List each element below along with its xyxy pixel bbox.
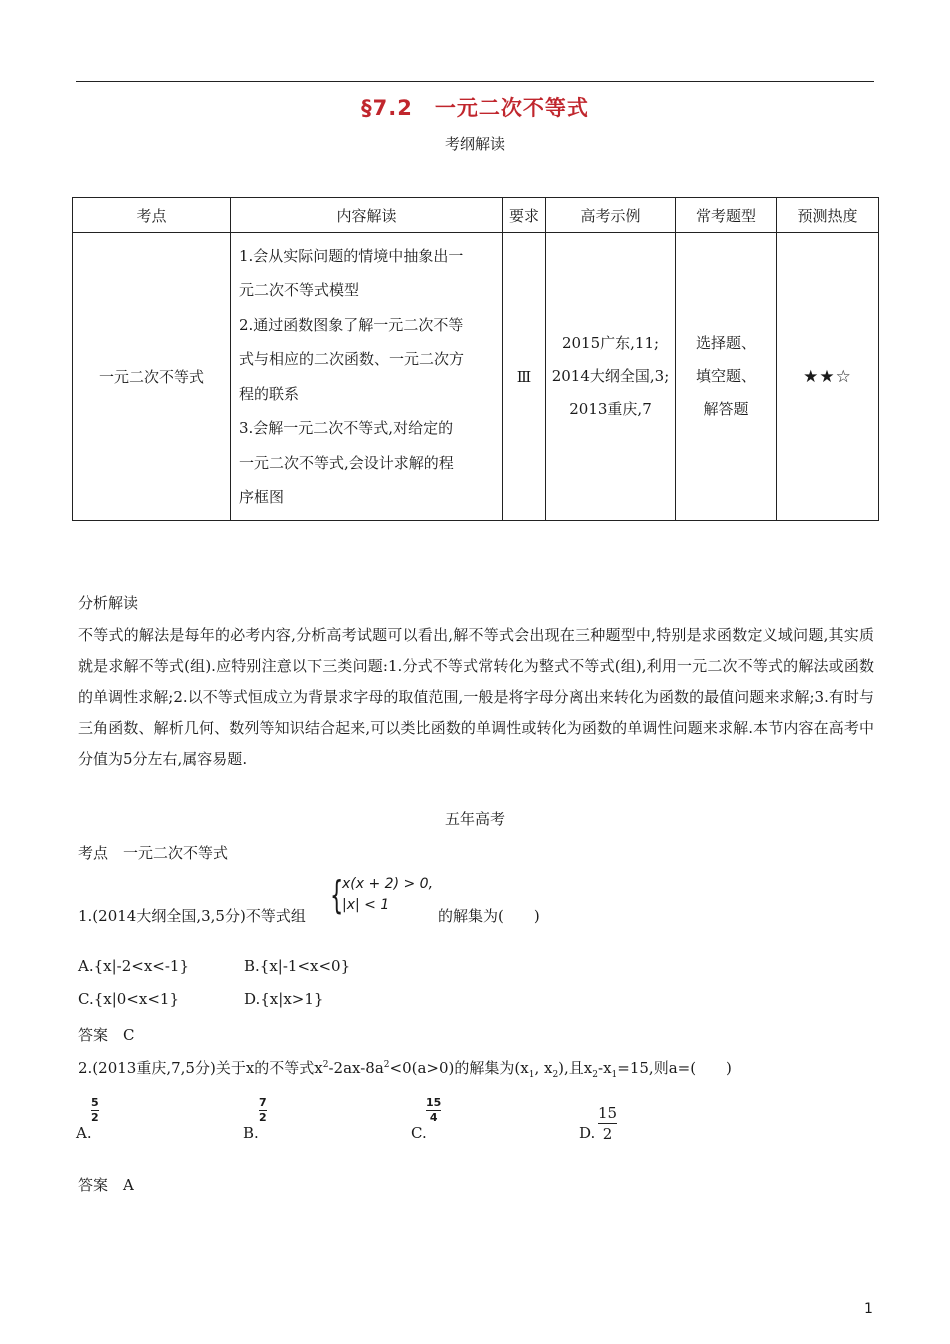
- requirement-cell: Ⅲ: [503, 233, 546, 521]
- content-line: 3.会解一元二次不等式,对给定的: [239, 419, 454, 437]
- content-line: 程的联系: [239, 384, 300, 403]
- example-line: 2013重庆,7: [569, 400, 652, 418]
- five-years-heading: 五年高考: [444, 810, 505, 828]
- content-line: 式与相应的二次函数、一元二次方: [239, 350, 465, 368]
- topic-cell: 一元二次不等式: [73, 233, 231, 521]
- example-line: 2014大纲全国,3;: [551, 367, 670, 385]
- page-number: 1: [864, 1301, 873, 1317]
- section-subtitle: 考纲解读: [444, 135, 505, 153]
- heat-rating-cell: ★★☆: [777, 233, 879, 521]
- examples-cell: [546, 233, 676, 521]
- analysis-body: 不等式的解法是每年的必考内容,分析高考试题可以看出,解不等式会出现在三种题型中,特别是求函数定义域问题,其实质就是求解不等式(组).应特别注意以下三类问题:1.分式不等式常转化为整式不等式(组),利用一元二次不等式的解法或函数的单调性求解;2.以不等式恒成立为背景求字母的取值范围,一般是将字母分离出来转化为函数的最值问题来求解;3.有时与三角函数、解析几何、数列等知识结合起来,可以类比函数的单调性或转化为函数的单调性问题来求解.本节内容在高考中分值为5分左右,属容易题.: [78, 626, 874, 768]
- content-cell: [231, 233, 503, 521]
- section-title: §7.2 一元二次不等式: [361, 96, 589, 120]
- q2-option-b-label: B.: [243, 1124, 259, 1142]
- header-cell: 高考示例: [546, 198, 676, 233]
- content-line: 一元二次不等式,会设计求解的程: [239, 453, 454, 472]
- q1-answer: 答案 C: [78, 1026, 135, 1044]
- table-header-row: [73, 198, 879, 233]
- q2-option-d-label: D.: [579, 1124, 596, 1142]
- outline-table: [72, 197, 879, 521]
- q2-stem: 2.(2013重庆,7,5分)关于x的不等式$x^2-2ax-8a^2<0(a>0)$的解集为($x_1$, $x_2$),且$x_2-x_1=15$,则a=( ): [78, 1059, 732, 1080]
- system-row: x(x + 2) > 0,: [342, 876, 434, 892]
- q2-option-a-fraction: 5 2: [91, 1096, 99, 1124]
- header-cell: 内容解读: [231, 198, 503, 233]
- q1-option-b: B.{x|-1<x<0}: [244, 957, 351, 975]
- question-type-line: 解答题: [703, 400, 749, 418]
- q2-option-a-label: A.: [76, 1124, 92, 1142]
- brace-symbol: {: [330, 873, 344, 917]
- example-line: 2015广东,11;: [561, 334, 660, 352]
- system-row: |x| < 1: [342, 897, 390, 913]
- top-rule: [76, 81, 874, 82]
- content-line: 元二次不等式模型: [239, 281, 360, 299]
- header-cell: 考点: [73, 198, 231, 233]
- header-cell: 常考题型: [676, 198, 777, 233]
- table-row: [73, 233, 879, 521]
- q2-option-c-fraction: 15 4: [426, 1096, 442, 1124]
- q1-inequality-system: [330, 874, 433, 916]
- q2-answer: 答案 A: [78, 1176, 134, 1194]
- analysis-heading: 分析解读: [78, 594, 139, 612]
- content-line: 1.会从实际问题的情境中抽象出一: [239, 246, 464, 265]
- header-cell: 要求: [503, 198, 546, 233]
- q1-option-a: A.{x|-2<x<-1}: [78, 957, 190, 975]
- topic-line: 考点 一元二次不等式: [78, 844, 229, 862]
- question-types-cell: [676, 233, 777, 521]
- question-type-line: 选择题、: [695, 334, 756, 352]
- content-line: 序框图: [239, 488, 285, 506]
- q2-option-b-fraction: 7 2: [259, 1096, 267, 1124]
- q1-option-d: D.{x|x>1}: [244, 990, 324, 1008]
- content-line: 2.通过函数图象了解一元二次不等: [239, 315, 464, 334]
- question-type-line: 填空题、: [695, 367, 756, 385]
- q1-option-c: C.{x|0<x<1}: [78, 990, 179, 1008]
- q2-option-c-label: C.: [411, 1124, 427, 1142]
- q2-option-d-fraction: 15 2: [598, 1104, 618, 1143]
- q1-stem: 1.(2014大纲全国,3,5分)不等式组: [78, 907, 306, 925]
- header-cell: 预测热度: [777, 198, 879, 233]
- q1-tail: 的解集为( ): [438, 907, 540, 925]
